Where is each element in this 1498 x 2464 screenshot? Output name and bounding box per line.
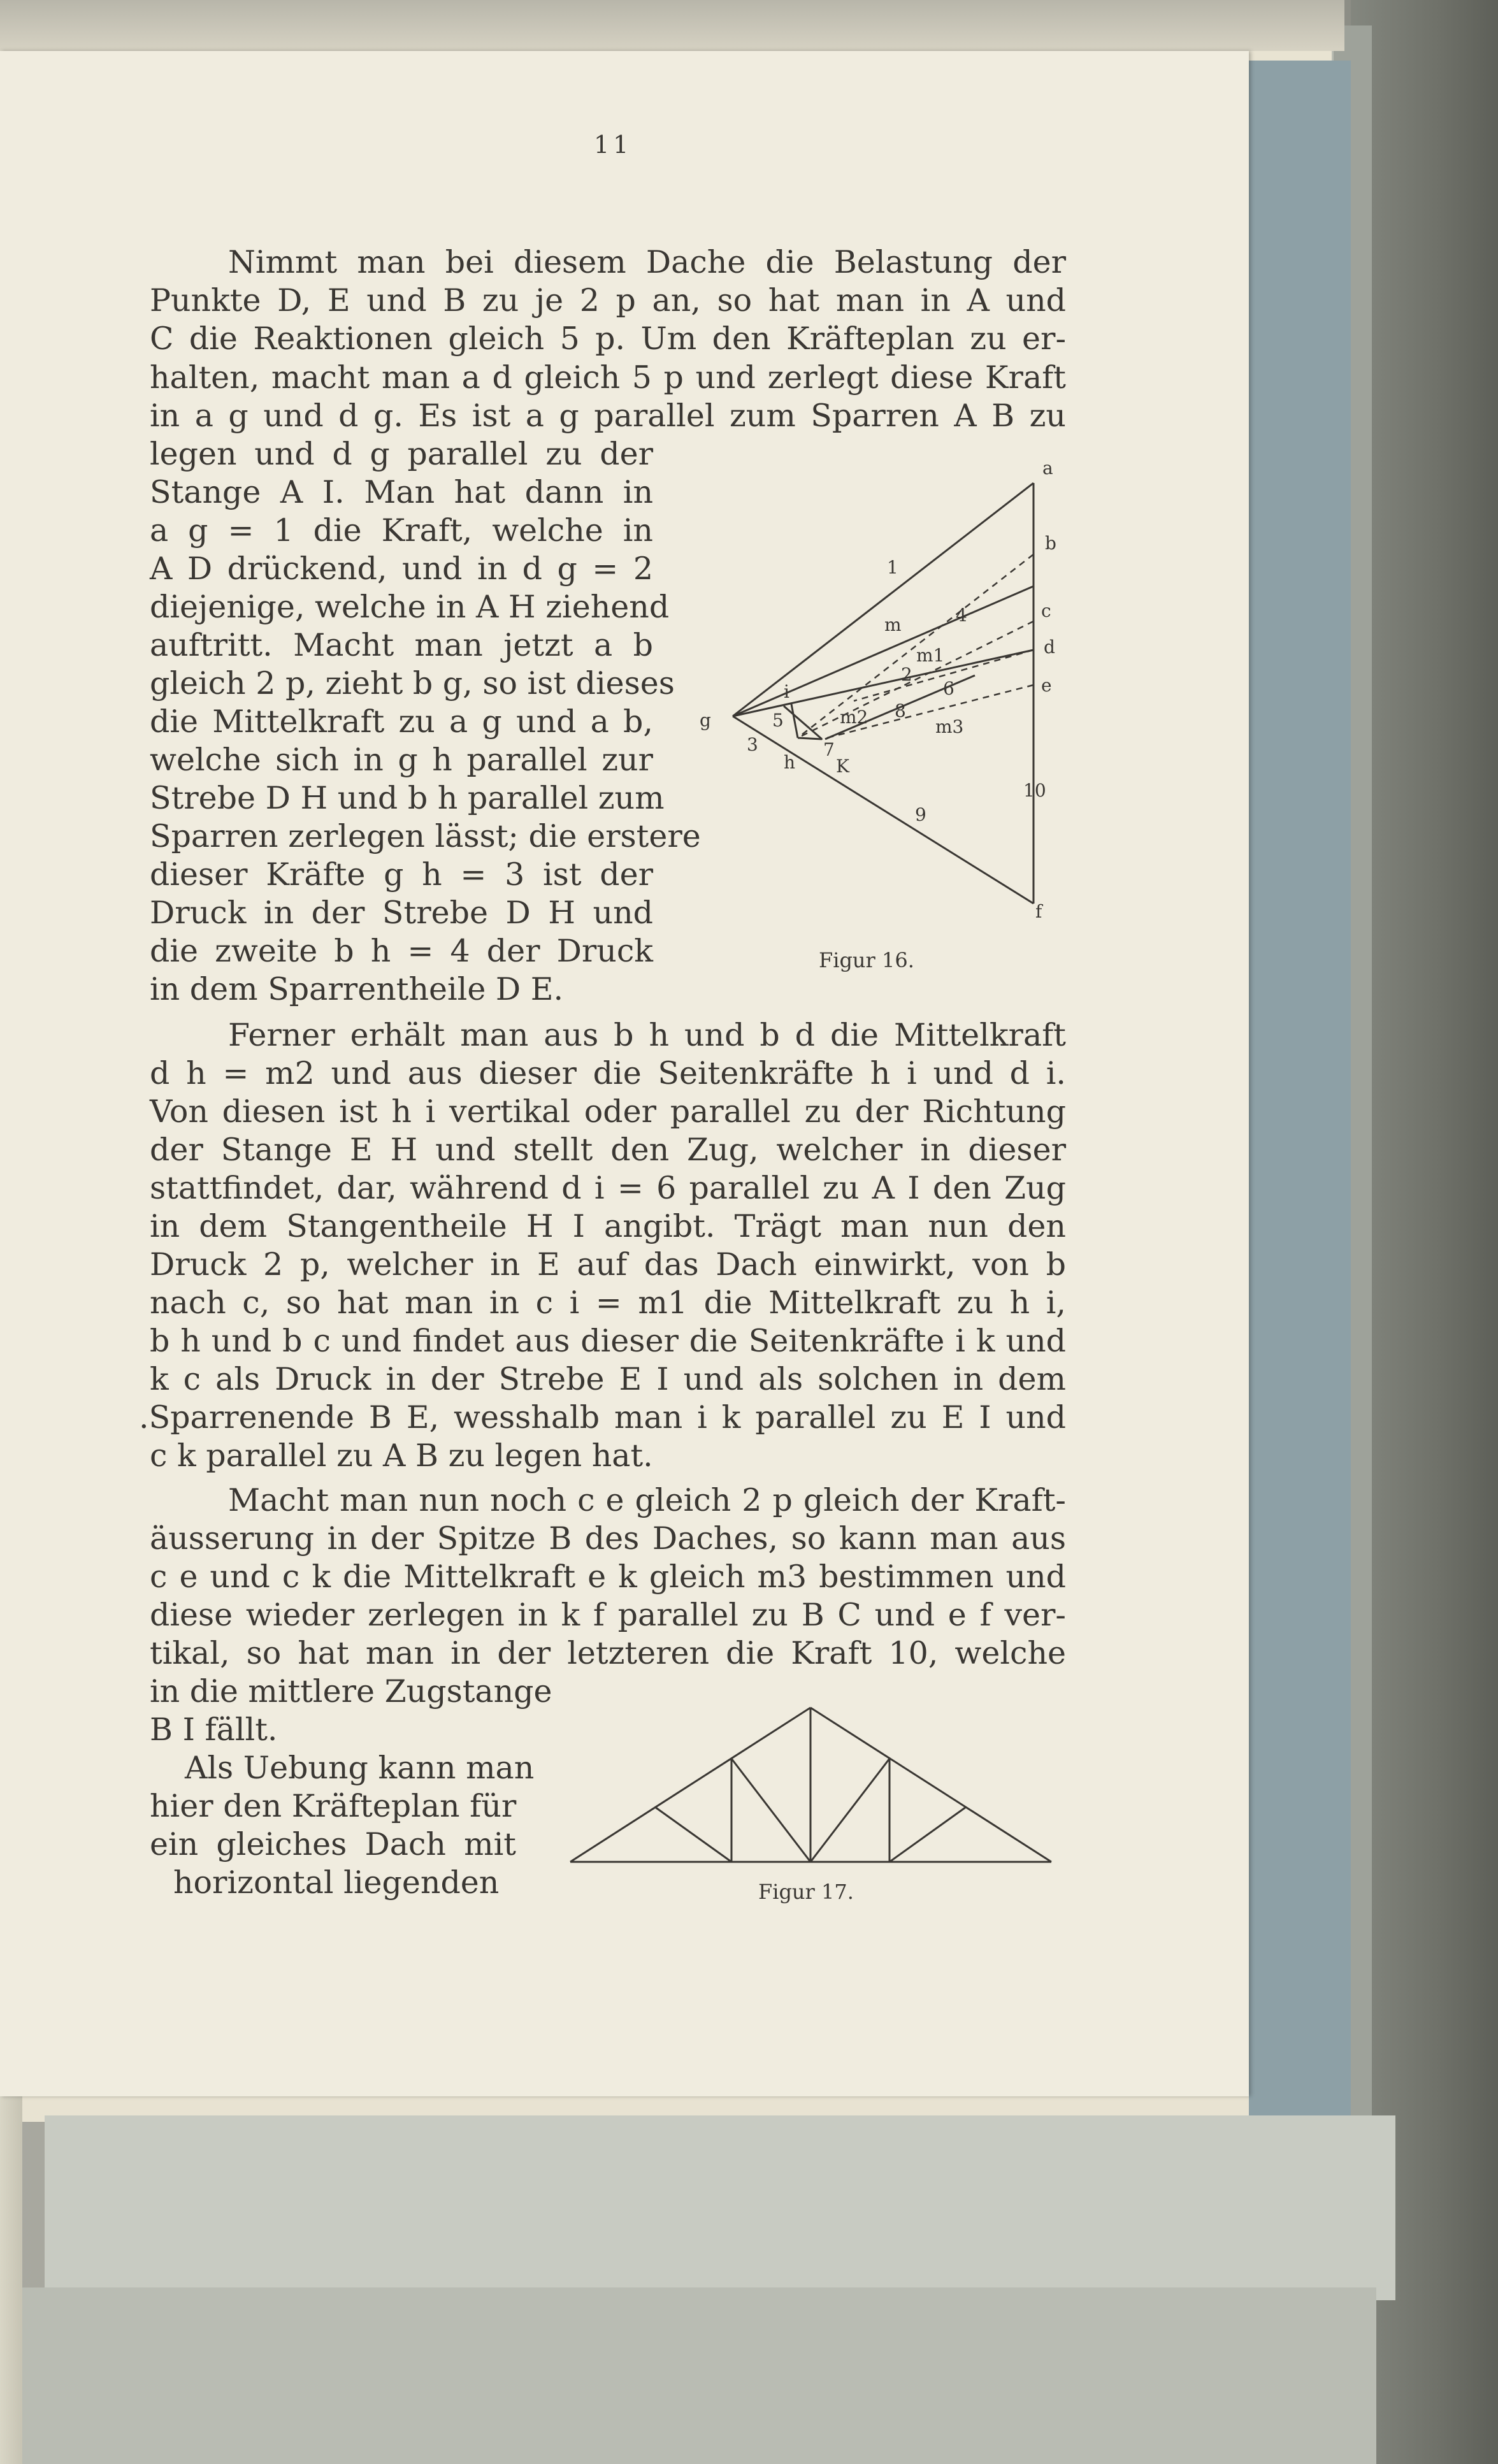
- text-line: Stange A I. Man hat dann in: [150, 474, 653, 510]
- text-line: Punkte D, E und B zu je 2 p an, so hat man in A und: [150, 282, 1066, 319]
- label-m1: m1: [916, 645, 945, 666]
- label-g: g: [700, 710, 711, 731]
- text-line: Nimmt man bei diesem Dache die Belastung der: [228, 244, 1066, 280]
- label-d: d: [1044, 637, 1055, 658]
- text-line: B I fällt.: [150, 1711, 278, 1748]
- text-line: Sparren zerlegen lässt; die erstere: [150, 818, 701, 854]
- text-line: welche sich in g h parallel zur: [150, 742, 653, 778]
- label-n3: 3: [747, 734, 758, 755]
- label-n8: 8: [895, 700, 906, 721]
- book-board-bottom: [19, 2287, 1376, 2464]
- text-line: äusserung in der Spitze B des Daches, so kann man aus: [150, 1520, 1066, 1557]
- text-line: nach c, so hat man in c i = m1 die Mittelkraft zu h i,: [150, 1285, 1066, 1321]
- text-line: k c als Druck in der Strebe E I und als solchen in dem: [150, 1361, 1066, 1397]
- label-n5: 5: [772, 710, 784, 731]
- text-line: dieser Kräfte g h = 3 ist der: [150, 856, 653, 893]
- text-line: ein gleiches Dach mit: [150, 1826, 516, 1862]
- text-line: in die mittlere Zugstange: [150, 1673, 552, 1710]
- text-line: Strebe D H und b h parallel zum: [150, 780, 665, 816]
- label-n2: 2: [901, 664, 912, 685]
- label-h: h: [784, 752, 796, 773]
- text-line: die zweite b h = 4 der Druck: [150, 933, 653, 969]
- text-line: hier den Kräfteplan für: [150, 1788, 517, 1824]
- text-line: a g = 1 die Kraft, welche in: [150, 512, 653, 549]
- figure-16-force-diagram: [695, 446, 1056, 943]
- label-n9: 9: [915, 804, 926, 825]
- text-line: d h = m2 und aus dieser die Seitenkräfte h i und d i.: [150, 1055, 1066, 1092]
- text-line: in a g und d g. Es ist a g parallel zum Sparren A B zu: [150, 398, 1066, 434]
- text-line: .Sparrenende B E, wesshalb man i k parallel zu E I und: [139, 1399, 1066, 1436]
- text-line: legen und d g parallel zu der: [150, 436, 653, 472]
- text-line: stattfindet, dar, während d i = 6 parallel zu A I den Zug: [150, 1170, 1066, 1206]
- figure-17-roof-truss: [561, 1695, 1070, 1861]
- top-edge-strip: [0, 0, 1344, 51]
- book-board-lower: [45, 2115, 1395, 2300]
- text-line: Druck 2 p, welcher in E auf das Dach einwirkt, von b: [150, 1246, 1066, 1283]
- label-n1: 1: [887, 557, 898, 578]
- text-line: horizontal liegenden: [173, 1864, 500, 1901]
- text-line: Als Uebung kann man: [185, 1750, 535, 1786]
- label-a: a: [1042, 457, 1053, 479]
- text-line: der Stange E H und stellt den Zug, welcher in dieser: [150, 1132, 1066, 1168]
- text-line: A D drückend, und in d g = 2: [150, 551, 653, 587]
- blue-cover-panel: [1249, 61, 1351, 2119]
- text-line: Druck in der Strebe D H und: [150, 895, 653, 931]
- text-line: gleich 2 p, zieht b g, so ist dieses: [150, 665, 675, 702]
- page-number: 11: [594, 131, 633, 159]
- label-n6: 6: [943, 678, 954, 699]
- label-m2: m2: [840, 707, 868, 728]
- figure-16-caption: Figur 16.: [819, 948, 914, 972]
- text-line: diejenige, welche in A H ziehend: [150, 589, 670, 625]
- book-board-right: [1351, 0, 1498, 2464]
- text-line: Macht man nun noch c e gleich 2 p gleich der Kraft-: [228, 1482, 1066, 1518]
- label-k: K: [836, 756, 849, 777]
- label-e: e: [1041, 675, 1052, 696]
- label-n7: 7: [823, 739, 835, 760]
- text-line: halten, macht man a d gleich 5 p und zerlegt diese Kraft: [150, 359, 1066, 396]
- text-line: in dem Sparrentheile D E.: [150, 971, 564, 1007]
- label-f: f: [1035, 901, 1042, 922]
- text-line: C die Reaktionen gleich 5 p. Um den Kräfteplan zu er-: [150, 321, 1066, 357]
- text-line: auftritt. Macht man jetzt a b: [150, 627, 653, 663]
- figure-17-caption: Figur 17.: [758, 1880, 854, 1904]
- label-i: i: [784, 681, 789, 702]
- label-m3: m3: [935, 716, 964, 737]
- text-line: in dem Stangentheile H I angibt. Trägt man nun den: [150, 1208, 1066, 1244]
- text-line: c e und c k die Mittelkraft e k gleich m3 bestimmen und: [150, 1559, 1066, 1595]
- label-n4: 4: [956, 605, 967, 626]
- text-line: diese wieder zerlegen in k f parallel zu B C und e f ver-: [150, 1597, 1066, 1633]
- label-n10: 10: [1023, 780, 1046, 801]
- label-c: c: [1041, 600, 1051, 621]
- label-m: m: [884, 614, 902, 635]
- text-line: die Mittelkraft zu a g und a b,: [150, 703, 653, 740]
- text-line: b h und b c und findet aus dieser die Seitenkräfte i k und: [150, 1323, 1066, 1359]
- text-line: tikal, so hat man in der letzteren die Kraft 10, welche: [150, 1635, 1066, 1671]
- text-line: Von diesen ist h i vertikal oder parallel zu der Richtung: [150, 1093, 1066, 1130]
- text-line: Ferner erhält man aus b h und b d die Mittelkraft: [228, 1017, 1066, 1053]
- text-line: c k parallel zu A B zu legen hat.: [150, 1437, 653, 1474]
- label-b: b: [1045, 533, 1056, 554]
